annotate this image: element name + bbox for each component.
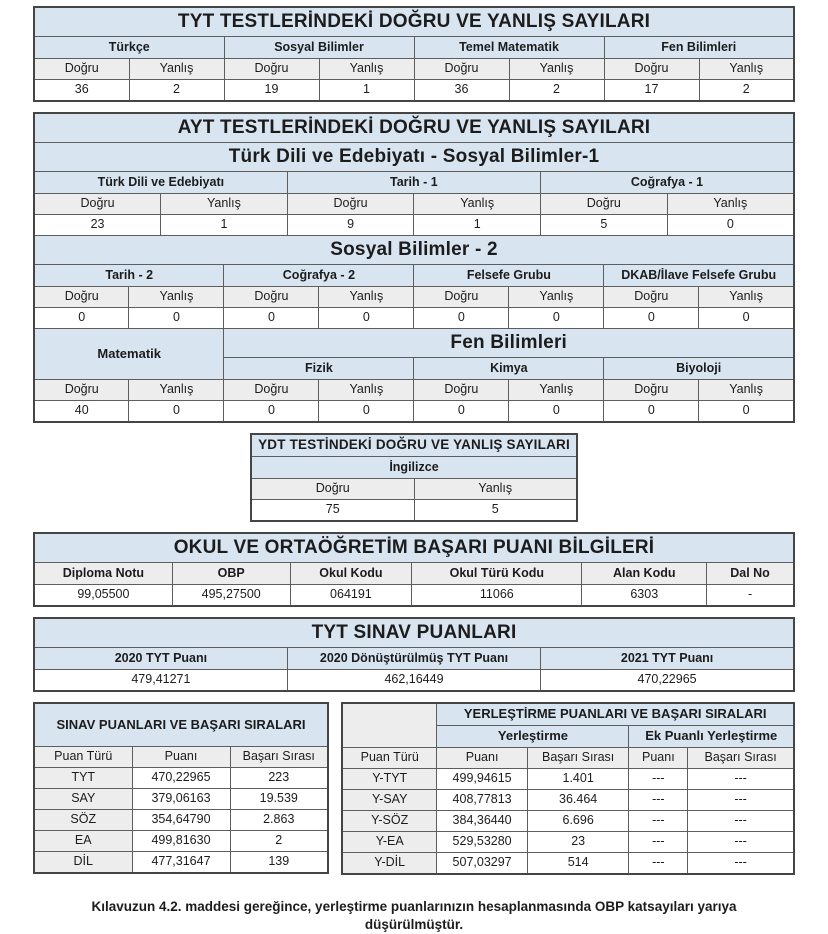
obp-info-table: [33, 532, 795, 607]
yanlis-label: Yanlış: [129, 287, 224, 308]
score-type-cell: Y-SÖZ: [342, 811, 437, 832]
score-type-cell: TYT: [34, 768, 132, 789]
table-row: [34, 59, 794, 80]
dogru-label: Doğru: [414, 287, 509, 308]
value-cell: 6.696: [527, 811, 629, 832]
yanlis-label: Yanlış: [319, 287, 414, 308]
value-cell: 36: [414, 80, 509, 102]
value-cell: 2: [230, 831, 328, 852]
table-row: [342, 811, 794, 832]
dogru-label: Doğru: [34, 194, 161, 215]
value-cell: 2: [509, 80, 604, 102]
table-row: [34, 215, 794, 236]
value-cell: 470,22965: [541, 670, 794, 692]
yanlis-label: Yanlış: [319, 380, 414, 401]
table-row: [34, 287, 794, 308]
section-header-turkce: Türkçe: [34, 37, 224, 59]
yanlis-label: Yanlış: [699, 380, 794, 401]
table-row: [34, 810, 328, 831]
value-cell: 507,03297: [437, 853, 527, 875]
value-cell: 0: [224, 308, 319, 329]
value-cell: 99,05500: [34, 585, 172, 607]
value-cell: 384,36440: [437, 811, 527, 832]
group-header-yerlestirme: Yerleştirme: [437, 726, 629, 748]
footer-note: Kılavuzun 4.2. maddesi gereğince, yerleştirme puanlarınızın hesaplanmasında OBP katsayıları yarıya düşürülmüştür.: [91, 899, 737, 933]
value-cell: 514: [527, 853, 629, 875]
value-cell: 19.539: [230, 789, 328, 810]
value-cell: ---: [688, 790, 794, 811]
table-row: [34, 768, 328, 789]
table-row: [342, 790, 794, 811]
score-type-cell: SAY: [34, 789, 132, 810]
dogru-label: Doğru: [224, 287, 319, 308]
column-header: Başarı Sırası: [688, 748, 794, 769]
dogru-label: Doğru: [224, 380, 319, 401]
value-cell: ---: [688, 769, 794, 790]
section-header-ingilizce: İngilizce: [251, 457, 577, 479]
dogru-label: Doğru: [251, 479, 414, 500]
value-cell: 479,41271: [34, 670, 287, 692]
bottom-tables-row: [33, 702, 795, 885]
value-cell: 499,94615: [437, 769, 527, 790]
corner-empty-cell: [342, 703, 437, 748]
value-cell: 6303: [582, 585, 707, 607]
tyt-correct-wrong-table: [33, 6, 795, 102]
dogru-label: Doğru: [414, 59, 509, 80]
value-cell: ---: [629, 769, 688, 790]
table-row: [34, 831, 328, 852]
value-cell: 0: [129, 401, 224, 423]
value-cell: ---: [688, 832, 794, 853]
table-row: [34, 401, 794, 423]
score-type-cell: DİL: [34, 852, 132, 874]
yanlis-label: Yanlış: [509, 380, 604, 401]
table-row: [34, 80, 794, 102]
yanlis-label: Yanlış: [129, 59, 224, 80]
table-row: [34, 585, 794, 607]
section-header-cografya1: Coğrafya - 1: [541, 172, 795, 194]
table-row: [34, 143, 794, 172]
ayt-fen-title: Fen Bilimleri: [224, 329, 794, 358]
column-header: Okul Kodu: [290, 563, 412, 585]
dogru-label: Doğru: [604, 380, 699, 401]
value-cell: 0: [604, 401, 699, 423]
value-cell: ---: [629, 853, 688, 875]
value-cell: 2.863: [230, 810, 328, 831]
value-cell: 408,77813: [437, 790, 527, 811]
value-cell: 11066: [412, 585, 582, 607]
value-cell: 470,22965: [132, 768, 230, 789]
value-cell: 36.464: [527, 790, 629, 811]
score-type-cell: Y-DİL: [342, 853, 437, 875]
section-header-sosyal: Sosyal Bilimler: [224, 37, 414, 59]
ydt-correct-wrong-table: [250, 433, 578, 522]
column-header: Puan Türü: [342, 748, 437, 769]
table-row: [34, 7, 794, 37]
table-row: [342, 832, 794, 853]
column-header: 2021 TYT Puanı: [541, 648, 794, 670]
table-row: [34, 670, 794, 692]
ayt-correct-wrong-table: [33, 112, 795, 423]
value-cell: 1: [414, 215, 541, 236]
ayt-table-title: AYT TESTLERİNDEKİ DOĞRU VE YANLIŞ SAYILARI: [34, 113, 794, 143]
value-cell: 0: [667, 215, 794, 236]
table-row: [34, 236, 794, 265]
yanlis-label: Yanlış: [699, 59, 794, 80]
value-cell: 23: [34, 215, 161, 236]
value-cell: 462,16449: [287, 670, 540, 692]
value-cell: ---: [688, 811, 794, 832]
section-header-fizik: Fizik: [224, 358, 414, 380]
column-header: OBP: [172, 563, 290, 585]
section-header-fen: Fen Bilimleri: [604, 37, 794, 59]
score-type-cell: SÖZ: [34, 810, 132, 831]
yanlis-label: Yanlış: [161, 194, 288, 215]
table-row: [34, 648, 794, 670]
score-type-cell: EA: [34, 831, 132, 852]
table-row: [34, 703, 328, 747]
column-header: Dal No: [707, 563, 794, 585]
value-cell: 2: [129, 80, 224, 102]
value-cell: 0: [699, 401, 794, 423]
ydt-table-title: YDT TESTİNDEKİ DOĞRU VE YANLIŞ SAYILARI: [251, 434, 577, 457]
table-row: [34, 308, 794, 329]
column-header: Puanı: [629, 748, 688, 769]
table-row: [34, 789, 328, 810]
table-row: [342, 769, 794, 790]
value-cell: ---: [629, 811, 688, 832]
table-row: [342, 853, 794, 875]
obp-table-title: OKUL VE ORTAÖĞRETİM BAŞARI PUANI BİLGİLERİ: [34, 533, 794, 563]
column-header: Puan Türü: [34, 747, 132, 768]
ayt-group2-title: Sosyal Bilimler - 2: [34, 236, 794, 265]
tyt-scores-table: [33, 617, 795, 692]
dogru-label: Doğru: [604, 59, 699, 80]
value-cell: 354,64790: [132, 810, 230, 831]
value-cell: 1: [161, 215, 288, 236]
value-cell: 0: [319, 308, 414, 329]
table-row: [342, 748, 794, 769]
dogru-label: Doğru: [414, 380, 509, 401]
value-cell: 19: [224, 80, 319, 102]
value-cell: 064191: [290, 585, 412, 607]
value-cell: 499,81630: [132, 831, 230, 852]
value-cell: 2: [699, 80, 794, 102]
table-row: [34, 380, 794, 401]
section-header-tde: Türk Dili ve Edebiyatı: [34, 172, 287, 194]
dogru-label: Doğru: [224, 59, 319, 80]
dogru-label: Doğru: [34, 287, 129, 308]
column-header: 2020 Dönüştürülmüş TYT Puanı: [287, 648, 540, 670]
tyt-table-title: TYT TESTLERİNDEKİ DOĞRU VE YANLIŞ SAYILARI: [34, 7, 794, 37]
table-row: [34, 533, 794, 563]
yanlis-label: Yanlış: [667, 194, 794, 215]
section-header-dkab: DKAB/İlave Felsefe Grubu: [604, 265, 794, 287]
value-cell: 529,53280: [437, 832, 527, 853]
table-row: [251, 457, 577, 479]
section-header-kimya: Kimya: [414, 358, 604, 380]
value-cell: 17: [604, 80, 699, 102]
table-row: [34, 113, 794, 143]
column-header: 2020 TYT Puanı: [34, 648, 287, 670]
value-cell: 9: [287, 215, 414, 236]
value-cell: 0: [224, 401, 319, 423]
table-row: [251, 479, 577, 500]
table-row: [34, 329, 794, 358]
value-cell: 23: [527, 832, 629, 853]
section-header-matematik: Temel Matematik: [414, 37, 604, 59]
dogru-label: Doğru: [34, 59, 129, 80]
dogru-label: Doğru: [287, 194, 414, 215]
table-row: [34, 618, 794, 648]
value-cell: ---: [629, 790, 688, 811]
column-header: Başarı Sırası: [230, 747, 328, 768]
dogru-label: Doğru: [541, 194, 668, 215]
value-cell: 139: [230, 852, 328, 874]
table-row: [34, 37, 794, 59]
value-cell: 223: [230, 768, 328, 789]
table-row: [34, 852, 328, 874]
value-cell: 40: [34, 401, 129, 423]
value-cell: 495,27500: [172, 585, 290, 607]
yanlis-label: Yanlış: [129, 380, 224, 401]
table-row: [34, 265, 794, 287]
column-header: Okul Türü Kodu: [412, 563, 582, 585]
value-cell: 0: [699, 308, 794, 329]
score-type-cell: Y-SAY: [342, 790, 437, 811]
value-cell: 0: [414, 308, 509, 329]
value-cell: 5: [541, 215, 668, 236]
value-cell: 0: [604, 308, 699, 329]
value-cell: 0: [414, 401, 509, 423]
yanlis-label: Yanlış: [699, 287, 794, 308]
column-header: Puanı: [437, 748, 527, 769]
section-header-tarih1: Tarih - 1: [287, 172, 540, 194]
score-type-cell: Y-EA: [342, 832, 437, 853]
dogru-label: Doğru: [604, 287, 699, 308]
exam-scores-rankings-table: [33, 702, 329, 874]
placement-scores-rankings-table: [341, 702, 795, 875]
value-cell: 0: [509, 308, 604, 329]
value-cell: ---: [688, 853, 794, 875]
table-row: [34, 747, 328, 768]
table-row: [34, 194, 794, 215]
placement-scores-title: YERLEŞTİRME PUANLARI VE BAŞARI SIRALARI: [437, 703, 794, 726]
score-type-cell: Y-TYT: [342, 769, 437, 790]
table-row: [251, 500, 577, 522]
column-header: Diploma Notu: [34, 563, 172, 585]
group-header-ek-puanli: Ek Puanlı Yerleştirme: [629, 726, 794, 748]
ayt-group1-title: Türk Dili ve Edebiyatı - Sosyal Bilimler-1: [34, 143, 794, 172]
yanlis-label: Yanlış: [414, 479, 577, 500]
section-header-ayt-matematik: Matematik: [34, 329, 224, 380]
value-cell: 75: [251, 500, 414, 522]
table-row: [251, 434, 577, 457]
value-cell: 477,31647: [132, 852, 230, 874]
section-header-felsefe: Felsefe Grubu: [414, 265, 604, 287]
yanlis-label: Yanlış: [509, 287, 604, 308]
value-cell: 36: [34, 80, 129, 102]
value-cell: 1.401: [527, 769, 629, 790]
value-cell: 0: [34, 308, 129, 329]
section-header-tarih2: Tarih - 2: [34, 265, 224, 287]
value-cell: 5: [414, 500, 577, 522]
value-cell: 0: [509, 401, 604, 423]
value-cell: 0: [129, 308, 224, 329]
yanlis-label: Yanlış: [509, 59, 604, 80]
column-header: Alan Kodu: [582, 563, 707, 585]
dogru-label: Doğru: [34, 380, 129, 401]
table-row: [34, 172, 794, 194]
section-header-cografya2: Coğrafya - 2: [224, 265, 414, 287]
value-cell: 0: [319, 401, 414, 423]
yanlis-label: Yanlış: [414, 194, 541, 215]
column-header: Başarı Sırası: [527, 748, 629, 769]
table-row: [342, 703, 794, 726]
exam-scores-title: SINAV PUANLARI VE BAŞARI SIRALARI: [34, 703, 328, 747]
section-header-biyoloji: Biyoloji: [604, 358, 794, 380]
value-cell: -: [707, 585, 794, 607]
value-cell: 379,06163: [132, 789, 230, 810]
table-row: [34, 563, 794, 585]
tyt-scores-title: TYT SINAV PUANLARI: [34, 618, 794, 648]
yanlis-label: Yanlış: [319, 59, 414, 80]
value-cell: 1: [319, 80, 414, 102]
column-header: Puanı: [132, 747, 230, 768]
value-cell: ---: [629, 832, 688, 853]
